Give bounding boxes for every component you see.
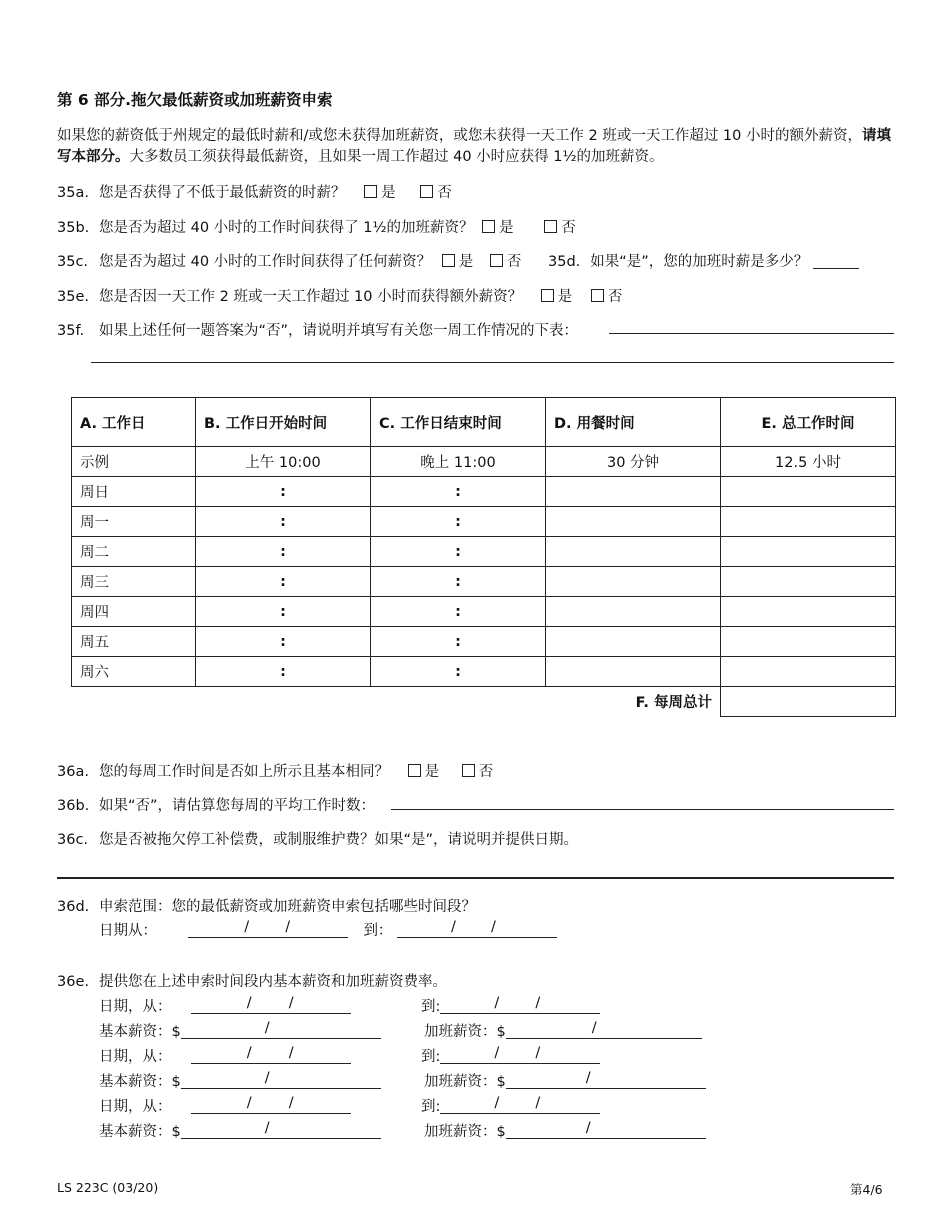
table-row: [72, 477, 896, 507]
question-text: 提供您在上述申索时间段内基本薪资和加班薪资费率。: [99, 974, 447, 990]
date-to-label: 到：: [363, 923, 393, 939]
example-total: 12.5 小时: [721, 447, 896, 477]
day-label: 周三: [72, 567, 196, 597]
time-colon: :: [280, 513, 286, 530]
rate-period-1-ot: [424, 1020, 702, 1041]
yes-label: 是: [458, 254, 474, 270]
day-label: 周一: [72, 507, 196, 537]
yes-label: 是: [424, 764, 440, 780]
page-number: 第4/6: [850, 1182, 883, 1197]
rate-period-1-base: [99, 1020, 381, 1041]
date-to-field[interactable]: [397, 921, 557, 938]
rate-period-3-ot: [424, 1120, 706, 1141]
date-slash: /: [491, 919, 496, 935]
start-time-cell[interactable]: [196, 597, 371, 627]
example-label: 示例: [72, 447, 196, 477]
question-number: 35e.: [57, 289, 89, 305]
time-colon: :: [280, 543, 286, 560]
date-slash: /: [535, 1095, 541, 1111]
table-row: [72, 567, 896, 597]
question-number: 36d.: [57, 899, 90, 915]
overtime-rate-field[interactable]: [813, 254, 859, 269]
date-slash: /: [494, 995, 500, 1011]
date-to-label: 到:: [421, 1099, 441, 1115]
day-label: 周四: [72, 597, 196, 627]
date-to-label: 到:: [421, 1049, 441, 1065]
date-slash: /: [288, 1045, 294, 1061]
question-number: 36b.: [57, 798, 90, 814]
header-end-time: C. 工作日结束时间: [371, 398, 546, 447]
yes-checkbox[interactable]: [364, 185, 377, 198]
question-36a: [57, 760, 493, 781]
average-hours-field[interactable]: [391, 809, 894, 810]
question-number: 35f.: [57, 323, 85, 339]
date-from-field[interactable]: [191, 1097, 351, 1114]
explanation-line-36c[interactable]: [57, 877, 894, 879]
example-row: [72, 447, 896, 477]
header-weekday: A. 工作日: [72, 398, 196, 447]
example-start: 上午 10:00: [196, 447, 371, 477]
question-number: 36e.: [57, 974, 89, 990]
time-colon: :: [280, 483, 286, 500]
end-time-cell[interactable]: [371, 477, 546, 507]
end-time-cell[interactable]: [371, 657, 546, 687]
date-slash: /: [535, 995, 541, 1011]
total-hours-cell[interactable]: [721, 657, 896, 687]
date-to-field[interactable]: [440, 1097, 600, 1114]
intro-paragraph: [57, 126, 902, 168]
base-pay-label: 基本薪资：$: [99, 1074, 181, 1090]
date-slash: /: [494, 1095, 500, 1111]
question-35e: [57, 285, 622, 306]
yes-checkbox[interactable]: [408, 764, 421, 777]
explanation-line-1[interactable]: [609, 333, 894, 334]
no-label: 否: [607, 289, 623, 305]
meal-time-cell[interactable]: [546, 507, 721, 537]
day-label: 周二: [72, 537, 196, 567]
date-from-field[interactable]: [191, 997, 351, 1014]
form-id: LS 223C (03/20): [57, 1180, 159, 1195]
rate-period-3-base: [99, 1120, 381, 1141]
question-number: 36c.: [57, 832, 89, 848]
end-time-cell[interactable]: [371, 597, 546, 627]
date-slash: /: [451, 919, 456, 935]
meal-time-cell[interactable]: [546, 567, 721, 597]
start-time-cell[interactable]: [196, 627, 371, 657]
question-text: 您是否为超过 40 小时的工作时间获得了 1½的加班薪资？: [99, 220, 474, 236]
no-label: 否: [561, 220, 576, 236]
question-35b: [57, 216, 576, 237]
question-text: 如果上述任何一题答案为“否”，请说明并填写有关您一周工作情况的下表：: [99, 323, 579, 339]
date-to-label: 到:: [421, 999, 441, 1015]
date-slash: /: [285, 919, 291, 935]
overtime-pay-field[interactable]: [506, 1022, 702, 1039]
date-from-field[interactable]: [188, 921, 348, 938]
rate-period-2-to: [421, 1045, 600, 1066]
intro-text-a: 如果您的薪资低于州规定的最低时薪和/或您未获得加班薪资，或您未获得一天工作 2 班或一天工作超过 10 小时的额外薪资，: [57, 128, 862, 144]
time-colon: :: [280, 603, 286, 620]
date-from-label: 日期从：: [99, 923, 157, 939]
yes-checkbox[interactable]: [482, 220, 495, 233]
rate-period-2-date: [99, 1045, 351, 1066]
base-pay-label: 基本薪资：$: [99, 1024, 181, 1040]
time-colon: :: [280, 633, 286, 650]
rate-slash: /: [264, 1020, 270, 1036]
weekly-total-row: [72, 687, 896, 717]
date-slash: /: [494, 1045, 500, 1061]
question-36c: [57, 828, 578, 849]
base-pay-field[interactable]: [181, 1072, 381, 1089]
explanation-line-2[interactable]: [91, 362, 894, 363]
time-colon: :: [280, 573, 286, 590]
overtime-pay-label: 加班薪资：$: [424, 1074, 506, 1090]
meal-time-cell[interactable]: [546, 627, 721, 657]
total-hours-cell[interactable]: [721, 507, 896, 537]
meal-time-cell[interactable]: [546, 597, 721, 627]
header-total-hours: E. 总工作时间: [721, 398, 896, 447]
yes-label: 是: [557, 289, 573, 305]
base-pay-field[interactable]: [181, 1122, 381, 1139]
rate-period-1-to: [421, 995, 600, 1016]
rate-slash: /: [591, 1020, 597, 1036]
day-label: 周日: [72, 477, 196, 507]
table-row: [72, 537, 896, 567]
question-number: 36a.: [57, 764, 89, 780]
weekly-hours-table: [71, 397, 896, 717]
date-slash: /: [246, 1095, 252, 1111]
table-row: [72, 657, 896, 687]
question-text: 您是否获得了不低于最低薪资的时薪？: [99, 185, 346, 201]
header-meal-time: D. 用餐时间: [546, 398, 721, 447]
time-colon: :: [455, 633, 461, 650]
table-header-row: [72, 398, 896, 447]
no-checkbox[interactable]: [420, 185, 433, 198]
intro-text-bold: 请填写本部分。: [57, 128, 891, 165]
question-36d: [57, 895, 476, 916]
yes-checkbox[interactable]: [442, 254, 455, 267]
intro-text-b: 大多数员工须获得最低薪资，且如果一周工作超过 40 小时应获得 1½的加班薪资。: [129, 149, 664, 165]
weekly-total-label: F. 每周总计: [635, 695, 712, 712]
no-checkbox[interactable]: [591, 289, 604, 302]
start-time-cell[interactable]: [196, 477, 371, 507]
question-text: 申索范围：您的最低薪资或加班薪资申索包括哪些时间段？: [99, 899, 476, 915]
no-checkbox[interactable]: [462, 764, 475, 777]
rate-slash: /: [264, 1070, 270, 1086]
rate-period-1-date: [99, 995, 351, 1016]
rate-slash: /: [264, 1120, 270, 1136]
question-36e: [57, 970, 447, 991]
question-36b: [57, 794, 375, 815]
question-text: 您的每周工作时间是否如上所示且基本相同？: [99, 764, 389, 780]
question-number: 35a.: [57, 185, 89, 201]
no-label: 否: [506, 254, 522, 270]
question-text: 您是否被拖欠停工补偿费，或制服维护费？如果“是”，请说明并提供日期。: [99, 832, 579, 848]
no-label: 否: [437, 185, 452, 201]
table-row: [72, 507, 896, 537]
time-colon: :: [455, 573, 461, 590]
date-from-label: 日期，从：: [99, 1099, 172, 1115]
question-35a: [57, 181, 452, 202]
base-pay-field[interactable]: [181, 1022, 381, 1039]
start-time-cell[interactable]: [196, 507, 371, 537]
yes-label: 是: [381, 185, 396, 201]
question-text: 如果“否”，请估算您每周的平均工作时数：: [99, 798, 376, 814]
date-from-label: 日期，从：: [99, 999, 172, 1015]
date-slash: /: [535, 1045, 541, 1061]
question-text: 您是否因一天工作 2 班或一天工作超过 10 小时而获得额外薪资？: [99, 289, 523, 305]
date-slash: /: [246, 995, 252, 1011]
start-time-cell[interactable]: [196, 657, 371, 687]
total-hours-cell[interactable]: [721, 597, 896, 627]
rate-slash: /: [585, 1070, 591, 1086]
date-from-field[interactable]: [191, 1047, 351, 1064]
start-time-cell[interactable]: [196, 567, 371, 597]
day-label: 周六: [72, 657, 196, 687]
yes-label: 是: [499, 220, 514, 236]
example-end: 晚上 11:00: [371, 447, 546, 477]
overtime-pay-field[interactable]: [506, 1122, 706, 1139]
question-35d-number: 35d.: [548, 254, 581, 270]
date-slash: /: [288, 995, 294, 1011]
end-time-cell[interactable]: [371, 537, 546, 567]
no-checkbox[interactable]: [490, 254, 503, 267]
date-slash: /: [246, 1045, 252, 1061]
no-checkbox[interactable]: [544, 220, 557, 233]
no-label: 否: [478, 764, 494, 780]
date-slash: /: [244, 919, 250, 935]
meal-time-cell[interactable]: [546, 477, 721, 507]
question-35d-text: 如果“是”，您的加班时薪是多少？: [590, 254, 809, 270]
start-time-cell[interactable]: [196, 537, 371, 567]
total-hours-cell[interactable]: [721, 627, 896, 657]
time-colon: :: [455, 483, 461, 500]
overtime-pay-label: 加班薪资：$: [424, 1024, 506, 1040]
example-meal: 30 分钟: [546, 447, 721, 477]
question-35c: [57, 250, 859, 271]
yes-checkbox[interactable]: [541, 289, 554, 302]
end-time-cell[interactable]: [371, 507, 546, 537]
time-colon: :: [455, 513, 461, 530]
rate-period-2-base: [99, 1070, 381, 1091]
day-label: 周五: [72, 627, 196, 657]
question-text: 您是否为超过 40 小时的工作时间获得了任何薪资？: [99, 254, 432, 270]
time-colon: :: [455, 603, 461, 620]
question-35f: [57, 319, 578, 340]
rate-period-3-to: [421, 1095, 600, 1116]
time-colon: :: [455, 543, 461, 560]
end-time-cell[interactable]: [371, 567, 546, 597]
overtime-pay-field[interactable]: [506, 1072, 706, 1089]
question-number: 35b.: [57, 220, 90, 236]
rate-period-3-date: [99, 1095, 351, 1116]
section-title: 第 6 部分.拖欠最低薪资或加班薪资申索: [57, 91, 333, 109]
header-start-time: B. 工作日开始时间: [196, 398, 371, 447]
date-slash: /: [288, 1095, 294, 1111]
time-colon: :: [280, 663, 286, 680]
rate-slash: /: [585, 1120, 591, 1136]
meal-time-cell[interactable]: [546, 537, 721, 567]
table-row: [72, 597, 896, 627]
question-number: 35c.: [57, 254, 89, 270]
date-to-field[interactable]: [440, 1047, 600, 1064]
rate-period-2-ot: [424, 1070, 706, 1091]
meal-time-cell[interactable]: [546, 657, 721, 687]
date-to-field[interactable]: [440, 997, 600, 1014]
time-colon: :: [455, 663, 461, 680]
table-row: [72, 627, 896, 657]
claim-date-range: [99, 919, 557, 940]
weekly-total-cell[interactable]: [721, 687, 896, 717]
total-hours-cell[interactable]: [721, 477, 896, 507]
total-hours-cell[interactable]: [721, 537, 896, 567]
overtime-pay-label: 加班薪资：$: [424, 1124, 506, 1140]
base-pay-label: 基本薪资：$: [99, 1124, 181, 1140]
end-time-cell[interactable]: [371, 627, 546, 657]
total-hours-cell[interactable]: [721, 567, 896, 597]
date-from-label: 日期，从：: [99, 1049, 172, 1065]
